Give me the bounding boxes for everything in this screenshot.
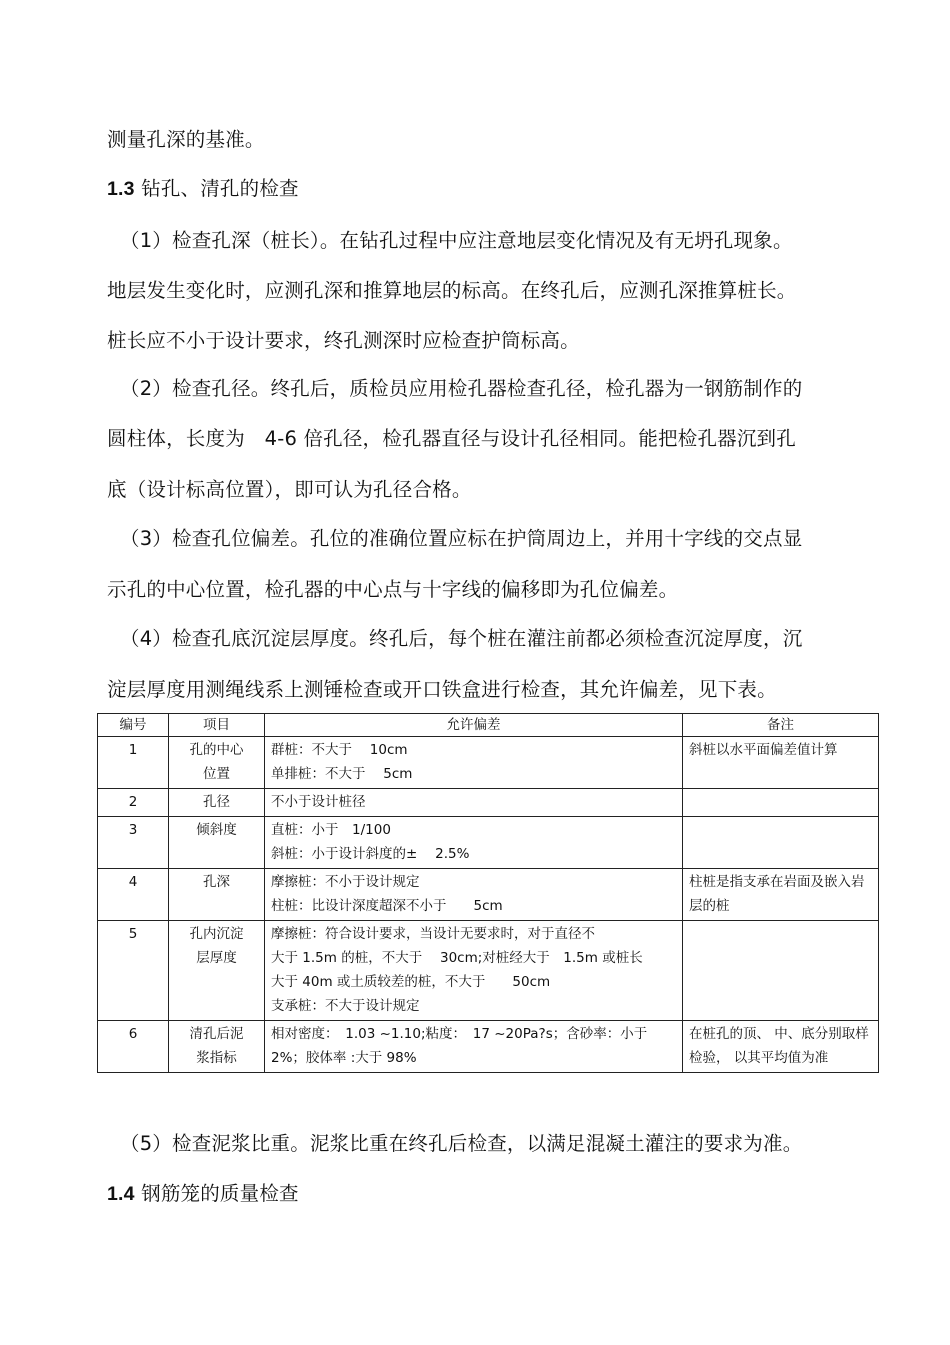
- row-number: 2: [98, 789, 169, 817]
- tolerance-line: 2%；胶体率 :大于 98%: [271, 1050, 417, 1066]
- table-row: [98, 869, 879, 921]
- section-heading-1-4: [107, 1182, 299, 1206]
- paragraph-line: （4）检查孔底沉淀层厚度。终孔后，每个桩在灌注前都必须检查沉淀厚度，沉: [120, 627, 803, 650]
- table-row: [98, 1021, 879, 1073]
- tolerance-line: 摩擦桩：符合设计要求，当设计无要求时，对于直径不: [271, 926, 595, 942]
- tolerance-line: 大于 1.5m 的桩，不大于 30cm;对桩经大于 1.5m 或桩长: [271, 950, 643, 966]
- note-text: 柱桩是指支承在岩面及嵌入岩层的桩: [689, 874, 865, 914]
- paragraph-line: （2）检查孔径。终孔后，质检员应用检孔器检查孔径，检孔器为一钢筋制作的: [120, 377, 803, 400]
- paragraph-line: 底（设计标高位置），即可认为孔径合格。: [107, 478, 472, 501]
- row-number: 5: [98, 921, 169, 1021]
- paragraph-line: 地层发生变化时，应测孔深和推算地层的标高。在终孔后，应测孔深推算桩长。: [107, 279, 797, 302]
- header-number: 编号: [98, 714, 169, 737]
- row-tolerance: [265, 921, 683, 1021]
- tolerance-line: 摩擦桩：不小于设计规定: [271, 874, 420, 890]
- header-item: 项目: [169, 714, 265, 737]
- tolerance-line: 斜桩：小于设计斜度的± 2.5%: [271, 846, 470, 862]
- note-text: 斜桩以水平面偏差值计算: [689, 742, 838, 758]
- row-note: [683, 789, 879, 817]
- paragraph-line: 淀层厚度用测绳线系上测锤检查或开口铁盒进行检查，其允许偏差，见下表。: [107, 678, 777, 701]
- row-item: [169, 869, 265, 921]
- item-line: 清孔后泥: [189, 1026, 244, 1042]
- item-line: 层厚度: [196, 950, 237, 966]
- section-title: 钢筋笼的质量检查: [134, 1182, 299, 1205]
- row-number: 3: [98, 817, 169, 869]
- row-item: [169, 921, 265, 1021]
- tolerance-line: 大于 40m 或土质较差的桩，不大于 50cm: [271, 974, 551, 990]
- item-line: 孔深: [203, 874, 230, 890]
- row-item: [169, 817, 265, 869]
- paragraph-line: 圆柱体，长度为 4-6 倍孔径，检孔器直径与设计孔径相同。能把检孔器沉到孔: [107, 427, 796, 450]
- row-note: [683, 737, 879, 789]
- row-note: [683, 921, 879, 1021]
- row-item: [169, 737, 265, 789]
- row-tolerance: [265, 869, 683, 921]
- item-line: 孔内沉淀: [189, 926, 244, 942]
- item-line: 倾斜度: [196, 822, 237, 838]
- paragraph-line: 示孔的中心位置，检孔器的中心点与十字线的偏移即为孔位偏差。: [107, 578, 679, 601]
- row-note: [683, 869, 879, 921]
- row-note: [683, 1021, 879, 1073]
- section-number: 1.4: [107, 1183, 135, 1205]
- paragraph-line: 测量孔深的基准。: [107, 128, 265, 151]
- tolerance-line: 直桩：小于 1/100: [271, 822, 391, 838]
- table-row: [98, 789, 879, 817]
- row-number: 4: [98, 869, 169, 921]
- row-item: [169, 1021, 265, 1073]
- item-line: 孔的中心: [189, 742, 244, 758]
- item-line: 孔径: [203, 794, 230, 810]
- table-row: [98, 737, 879, 789]
- paragraph-line: （1）检查孔深（桩长）。在钻孔过程中应注意地层变化情况及有无坍孔现象。: [120, 229, 793, 252]
- paragraph-line: 桩长应不小于设计要求，终孔测深时应检查护筒标高。: [107, 329, 580, 352]
- row-tolerance: [265, 1021, 683, 1073]
- tolerance-line: 相对密度： 1.03 ~1.10;粘度： 17 ~20Pa?s；含砂率：小于: [271, 1026, 648, 1042]
- tolerance-line: 单排桩：不大于 5cm: [271, 766, 413, 782]
- header-note: 备注: [683, 714, 879, 737]
- row-note: [683, 817, 879, 869]
- item-line: 浆指标: [196, 1050, 237, 1066]
- tolerance-table: [97, 713, 879, 1073]
- row-number: 1: [98, 737, 169, 789]
- row-tolerance: [265, 737, 683, 789]
- item-line: 位置: [203, 766, 230, 782]
- table-row: [98, 817, 879, 869]
- row-tolerance: [265, 789, 683, 817]
- row-item: [169, 789, 265, 817]
- section-number: 1.3: [107, 178, 135, 200]
- tolerance-line: 群桩：不大于 10cm: [271, 742, 408, 758]
- tolerance-line: 不小于设计桩径: [271, 794, 366, 810]
- tolerance-line: 柱桩：比设计深度超深不小于 5cm: [271, 898, 503, 914]
- row-number: 6: [98, 1021, 169, 1073]
- section-heading-1-3: [107, 177, 299, 201]
- table-header-row: [98, 714, 879, 737]
- row-tolerance: [265, 817, 683, 869]
- note-text: 在桩孔的顶、 中、底分别取样检验， 以其平均值为准: [689, 1026, 869, 1066]
- paragraph-line: （3）检查孔位偏差。孔位的准确位置应标在护筒周边上，并用十字线的交点显: [120, 527, 803, 550]
- header-tolerance: 允许偏差: [265, 714, 683, 737]
- section-title: 钻孔、清孔的检查: [134, 177, 299, 200]
- tolerance-line: 支承桩：不大于设计规定: [271, 998, 420, 1014]
- table-row: [98, 921, 879, 1021]
- paragraph-line: （5）检查泥浆比重。泥浆比重在终孔后检查，以满足混凝土灌注的要求为准。: [120, 1132, 803, 1155]
